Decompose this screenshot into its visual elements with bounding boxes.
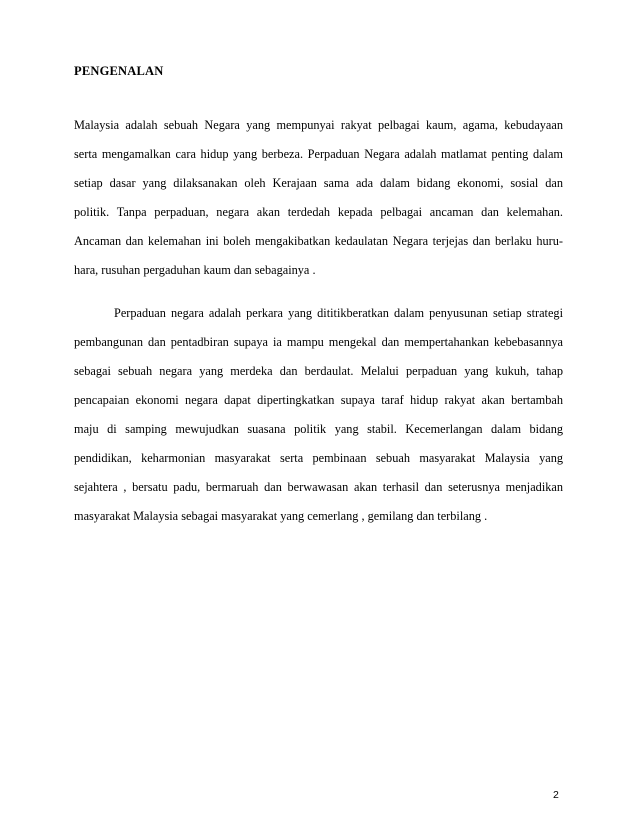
paragraph-line: serta mengamalkan cara hidup yang berbeza. Perpaduan Negara adalah matlamat penting dalam xyxy=(74,147,563,161)
paragraph-line: setiap dasar yang dilaksanakan oleh Kerajaan sama ada dalam bidang ekonomi, sosial dan xyxy=(74,176,563,190)
paragraph-line: maju di samping mewujudkan suasana politik yang stabil. Kecemerlangan dalam bidang xyxy=(74,422,563,436)
paragraph-line: pencapaian ekonomi negara dapat dipertingkatkan supaya taraf hidup rakyat akan bertambah xyxy=(74,393,563,407)
paragraph-line: sejahtera , bersatu padu, bermaruah dan berwawasan akan terhasil dan seterusnya menjadikan xyxy=(74,480,563,494)
paragraph-line: masyarakat Malaysia sebagai masyarakat yang cemerlang , gemilang dan terbilang . xyxy=(74,509,488,523)
paragraph-line: politik. Tanpa perpaduan, negara akan terdedah kepada pelbagai ancaman dan kelemahan. xyxy=(74,205,563,219)
paragraph-1 xyxy=(74,111,563,285)
paragraph-line: Malaysia adalah sebuah Negara yang mempunyai rakyat pelbagai kaum, agama, kebudayaan xyxy=(74,118,563,132)
page-number: 2 xyxy=(553,789,559,801)
paragraph-2 xyxy=(74,299,563,531)
paragraph-line: Perpaduan negara adalah perkara yang dititikberatkan dalam penyusunan setiap strategi xyxy=(114,306,563,320)
paragraph-line: sebagai sebuah negara yang merdeka dan berdaulat. Melalui perpaduan yang kukuh, tahap xyxy=(74,364,563,378)
paragraph-line: hara, rusuhan pergaduhan kaum dan sebagainya . xyxy=(74,263,316,277)
section-heading: PENGENALAN xyxy=(74,64,164,78)
paragraph-line: Ancaman dan kelemahan ini boleh mengakibatkan kedaulatan Negara terjejas dan berlaku huru- xyxy=(74,234,563,248)
paragraph-line: pembangunan dan pentadbiran supaya ia mampu mengekal dan mempertahankan kebebasannya xyxy=(74,335,563,349)
paragraph-line: pendidikan, keharmonian masyarakat serta pembinaan sebuah masyarakat Malaysia yang xyxy=(74,451,563,465)
